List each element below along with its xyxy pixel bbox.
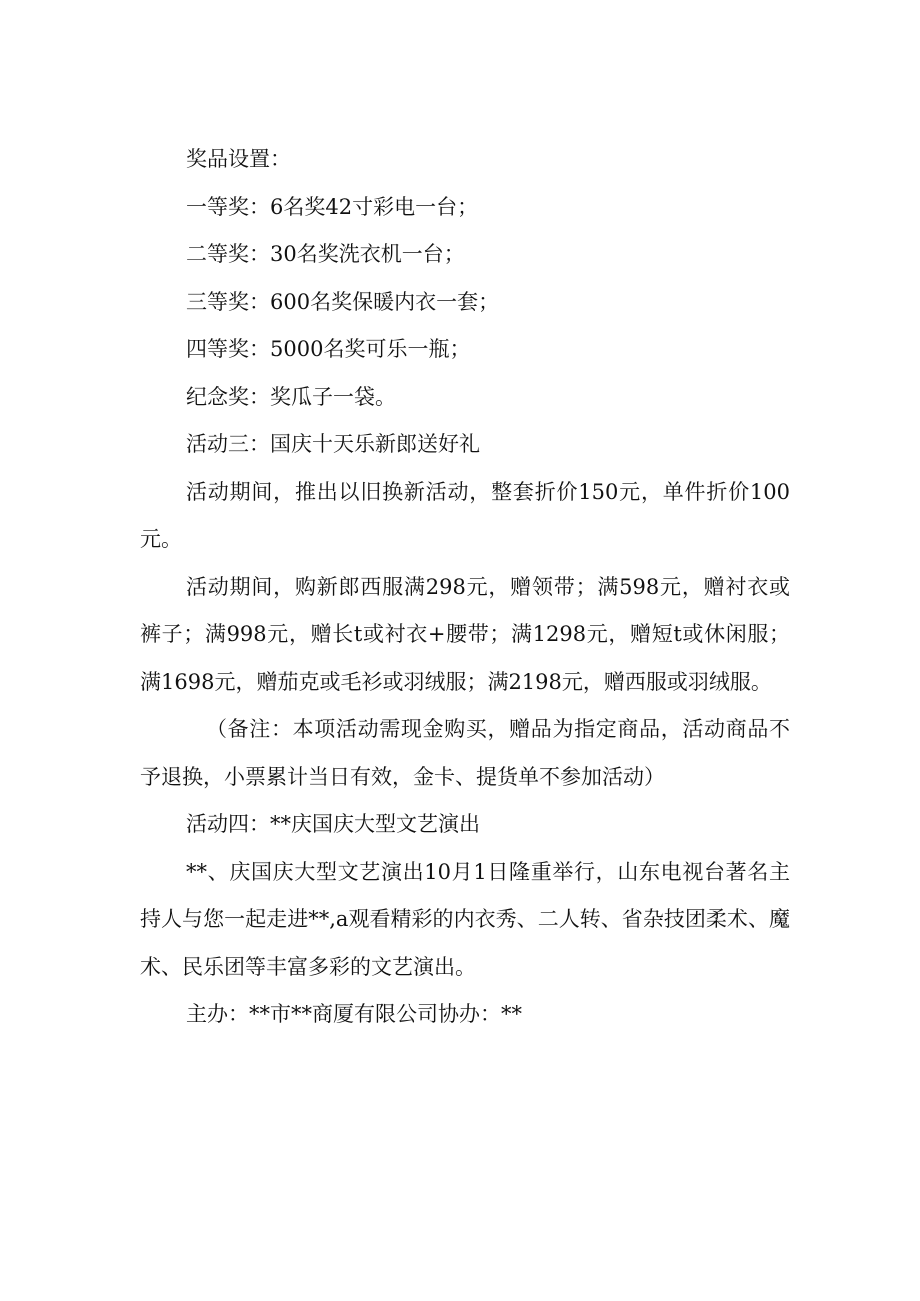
fourth-prize-line: 四等奖：5000名奖可乐一瓶； (186, 337, 471, 361)
first-prize-line: 一等奖：6名奖42寸彩电一台； (186, 194, 479, 219)
third-prize-line: 三等奖：600名奖保暖内衣一套； (186, 289, 500, 314)
remarks-paragraph: （备注：本项活动需现金购买，赠品为指定商品，活动商品不予退换，小票累计当日有效，金卡、提货单不参加活动） (140, 717, 790, 789)
activity-four-heading: 活动四：**庆国庆大型文艺演出 (186, 812, 480, 836)
commemorative-prize-line: 纪念奖：奖瓜子一袋。 (186, 384, 396, 409)
activity-three-heading: 活动三：国庆十天乐新郎送好礼 (186, 432, 480, 456)
performance-paragraph: **、庆国庆大型文艺演出10月1日隆重举行，山东电视台著名主持人与您一起走进**,a观看精彩的内衣秀、二人转、省杂技团柔术、魔术、民乐团等丰富多彩的文艺演出。 (140, 859, 790, 979)
second-prize-line: 二等奖：30名奖洗衣机一台； (186, 242, 465, 266)
document-body (140, 136, 790, 1039)
gift-tiers-paragraph: 活动期间，购新郎西服满298元，赠领带；满598元，赠衬衣或裤子；满998元，赠长t或衬衣+腰带；满1298元，赠短t或休闲服；满1698元，赠茄克或毛衫或羽绒服；满2198元，赠西服或羽绒服。 (140, 574, 790, 694)
trade-in-paragraph: 活动期间，推出以旧换新活动，整套折价150元，单件折价100元。 (140, 479, 790, 551)
organizer-line: 主办：**市**商厦有限公司协办：** (186, 1002, 522, 1026)
prize-setting-heading: 奖品设置： (186, 147, 291, 171)
